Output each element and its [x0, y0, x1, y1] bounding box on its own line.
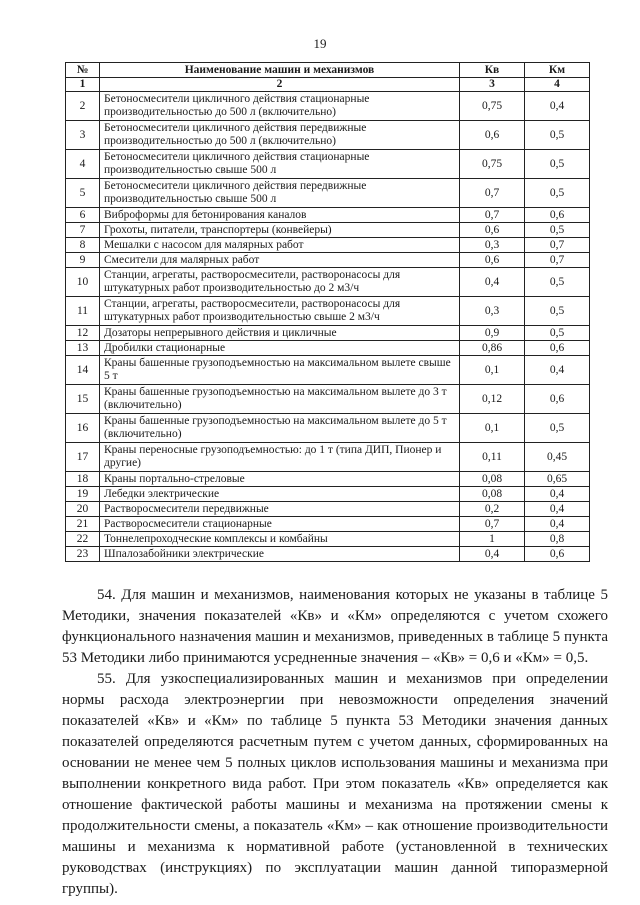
- paragraph-54: 54. Для машин и механизмов, наименования которых не указаны в таблице 5 Методики, значения показателей «Кв» и «Км» определяются с учетом схожего функционального назначения машин и механизмов, приведенных в таблице 5 пункта 53 Методики либо принимаются усредненные значения – «Кв» = 0,6 и «Км» = 0,5.: [62, 587, 608, 666]
- table-row: [66, 92, 590, 121]
- table-row: [66, 121, 590, 150]
- kv-value: 0,75: [460, 92, 525, 121]
- row-number: 15: [66, 385, 100, 414]
- column-number: 1: [66, 78, 100, 92]
- km-value: 0,8: [525, 532, 590, 547]
- kv-value: 0,4: [460, 268, 525, 297]
- row-number: 17: [66, 443, 100, 472]
- kv-value: 0,7: [460, 208, 525, 223]
- km-value: 0,5: [525, 326, 590, 341]
- km-value: 0,45: [525, 443, 590, 472]
- machine-name: Тоннелепроходческие комплексы и комбайны: [100, 532, 460, 547]
- kv-value: 0,7: [460, 517, 525, 532]
- kv-value: 0,1: [460, 414, 525, 443]
- table-row: [66, 517, 590, 532]
- kv-value: 0,08: [460, 487, 525, 502]
- km-value: 0,5: [525, 297, 590, 326]
- km-value: 0,5: [525, 223, 590, 238]
- km-value: 0,6: [525, 208, 590, 223]
- machine-name: Бетоносмесители цикличного действия передвижные производительностью свыше 500 л: [100, 179, 460, 208]
- row-number: 13: [66, 341, 100, 356]
- machine-name: Краны башенные грузоподъемностью на максимальном вылете до 5 т (включительно): [100, 414, 460, 443]
- row-number: 2: [66, 92, 100, 121]
- column-number: 2: [100, 78, 460, 92]
- km-value: 0,6: [525, 547, 590, 562]
- table-row: [66, 487, 590, 502]
- table-row: [66, 443, 590, 472]
- machine-name: Станции, агрегаты, растворосмесители, растворонасосы для штукатурных работ производительностью до 2 м3/ч: [100, 268, 460, 297]
- machine-name: Бетоносмесители цикличного действия стационарные производительностью свыше 500 л: [100, 150, 460, 179]
- table-row: [66, 385, 590, 414]
- km-value: 0,5: [525, 414, 590, 443]
- header-km: Км: [525, 63, 590, 78]
- machine-name: Виброформы для бетонирования каналов: [100, 208, 460, 223]
- table-header-row: [66, 63, 590, 78]
- km-value: 0,5: [525, 150, 590, 179]
- km-value: 0,4: [525, 517, 590, 532]
- table-row: [66, 208, 590, 223]
- row-number: 20: [66, 502, 100, 517]
- kv-value: 0,4: [460, 547, 525, 562]
- machine-name: Дробилки стационарные: [100, 341, 460, 356]
- row-number: 21: [66, 517, 100, 532]
- machine-name: Дозаторы непрерывного действия и цикличные: [100, 326, 460, 341]
- row-number: 5: [66, 179, 100, 208]
- column-number: 3: [460, 78, 525, 92]
- table-row: [66, 326, 590, 341]
- table-row: [66, 179, 590, 208]
- kv-value: 0,11: [460, 443, 525, 472]
- machine-name: Бетоносмесители цикличного действия стационарные производительностью до 500 л (включительно): [100, 92, 460, 121]
- table-row: [66, 502, 590, 517]
- kv-value: 0,75: [460, 150, 525, 179]
- kv-value: 0,2: [460, 502, 525, 517]
- machine-name: Грохоты, питатели, транспортеры (конвейеры): [100, 223, 460, 238]
- table-row: [66, 150, 590, 179]
- kv-value: 0,1: [460, 356, 525, 385]
- km-value: 0,6: [525, 341, 590, 356]
- table-row: [66, 297, 590, 326]
- machine-name: Смесители для малярных работ: [100, 253, 460, 268]
- kv-value: 0,12: [460, 385, 525, 414]
- machine-name: Бетоносмесители цикличного действия передвижные производительностью до 500 л (включительно): [100, 121, 460, 150]
- coefficients-table: [65, 62, 590, 562]
- row-number: 14: [66, 356, 100, 385]
- header-kv: Кв: [460, 63, 525, 78]
- row-number: 23: [66, 547, 100, 562]
- table-row: [66, 414, 590, 443]
- kv-value: 0,9: [460, 326, 525, 341]
- table-row: [66, 356, 590, 385]
- column-number: 4: [525, 78, 590, 92]
- table-row: [66, 472, 590, 487]
- km-value: 0,6: [525, 385, 590, 414]
- km-value: 0,65: [525, 472, 590, 487]
- kv-value: 1: [460, 532, 525, 547]
- km-value: 0,4: [525, 502, 590, 517]
- page-number: 19: [313, 36, 327, 51]
- kv-value: 0,6: [460, 223, 525, 238]
- machine-name: Мешалки с насосом для малярных работ: [100, 238, 460, 253]
- body-text: [62, 585, 608, 900]
- machine-name: Растворосмесители стационарные: [100, 517, 460, 532]
- kv-value: 0,3: [460, 297, 525, 326]
- machine-name: Лебедки электрические: [100, 487, 460, 502]
- table-row: [66, 223, 590, 238]
- km-value: 0,7: [525, 238, 590, 253]
- km-value: 0,4: [525, 487, 590, 502]
- header-number: №: [66, 63, 100, 78]
- row-number: 12: [66, 326, 100, 341]
- table-row: [66, 253, 590, 268]
- kv-value: 0,3: [460, 238, 525, 253]
- machine-name: Краны башенные грузоподъемностью на максимальном вылете до 3 т (включительно): [100, 385, 460, 414]
- km-value: 0,4: [525, 356, 590, 385]
- kv-value: 0,7: [460, 179, 525, 208]
- row-number: 18: [66, 472, 100, 487]
- machine-name: Станции, агрегаты, растворосмесители, растворонасосы для штукатурных работ производительностью свыше 2 м3/ч: [100, 297, 460, 326]
- row-number: 10: [66, 268, 100, 297]
- km-value: 0,4: [525, 92, 590, 121]
- km-value: 0,5: [525, 268, 590, 297]
- row-number: 16: [66, 414, 100, 443]
- table-row: [66, 532, 590, 547]
- machine-name: Шпалозабойники электрические: [100, 547, 460, 562]
- km-value: 0,7: [525, 253, 590, 268]
- header-name: Наименование машин и механизмов: [100, 63, 460, 78]
- machine-name: Растворосмесители передвижные: [100, 502, 460, 517]
- row-number: 22: [66, 532, 100, 547]
- row-number: 19: [66, 487, 100, 502]
- row-number: 9: [66, 253, 100, 268]
- machine-name: Краны переносные грузоподъемностью: до 1 т (типа ДИП, Пионер и другие): [100, 443, 460, 472]
- machine-name: Краны портально-стреловые: [100, 472, 460, 487]
- column-numbers-row: [66, 78, 590, 92]
- kv-value: 0,08: [460, 472, 525, 487]
- kv-value: 0,86: [460, 341, 525, 356]
- table-row: [66, 341, 590, 356]
- row-number: 6: [66, 208, 100, 223]
- km-value: 0,5: [525, 179, 590, 208]
- km-value: 0,5: [525, 121, 590, 150]
- table-row: [66, 547, 590, 562]
- row-number: 11: [66, 297, 100, 326]
- table-row: [66, 238, 590, 253]
- kv-value: 0,6: [460, 253, 525, 268]
- row-number: 7: [66, 223, 100, 238]
- paragraph-55: 55. Для узкоспециализированных машин и механизмов при определении нормы расхода электроэнергии при невозможности определения значений показателей «Кв» и «Км» по таблице 5 пункта 53 Методики значения данных показателей определяются расчетным путем с учетом данных, сформированных на основании не менее чем 5 полных циклов использования машины и механизма при выполнении конкретного вида работ. При этом показатель «Кв» определяется как отношение фактической работы машины и механизма на протяжении смены к продолжительности смены, а показатель «Км» – как отношение производительности машины и механизма к нормативной работе (установленной в технических руководствах (инструкциях) по эксплуатации машин данной типоразмерной группы).: [62, 671, 608, 897]
- row-number: 4: [66, 150, 100, 179]
- table-row: [66, 268, 590, 297]
- machine-name: Краны башенные грузоподъемностью на максимальном вылете свыше 5 т: [100, 356, 460, 385]
- row-number: 8: [66, 238, 100, 253]
- kv-value: 0,6: [460, 121, 525, 150]
- row-number: 3: [66, 121, 100, 150]
